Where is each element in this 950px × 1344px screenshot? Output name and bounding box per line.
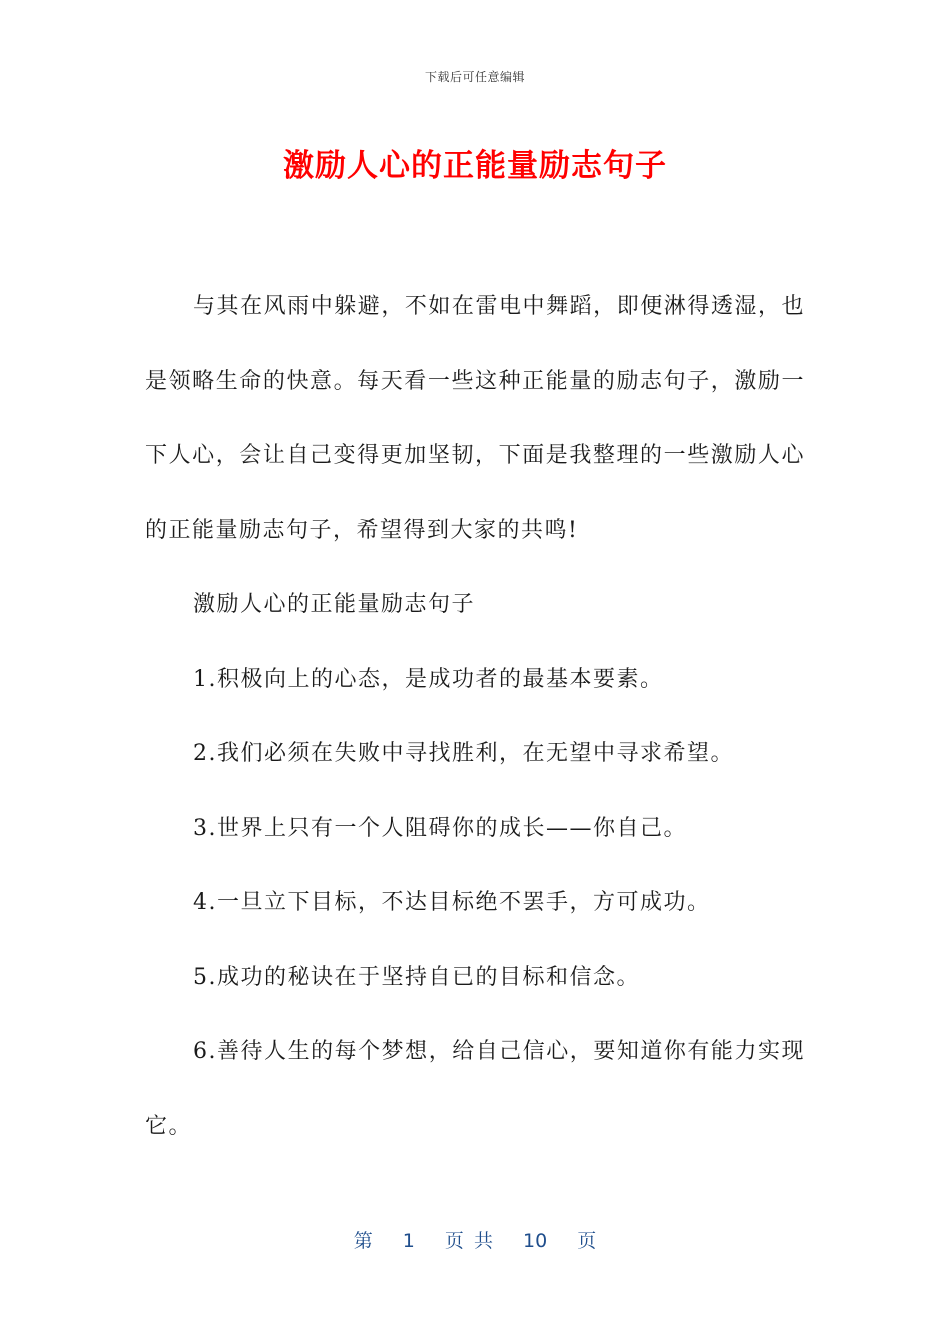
current-page-number: 1	[402, 1230, 415, 1252]
page-footer	[0, 1226, 950, 1253]
list-item: 2.我们必须在失败中寻找胜利，在无望中寻求希望。	[193, 741, 734, 766]
intro-paragraph: 与其在风雨中躲避，不如在雷电中舞蹈，即便淋得透湿，也是领略生命的快意。每天看一些这种正能量的励志句子，激励一下人心，会让自己变得更加坚韧，下面是我整理的一些激励人心的正能量励志句子，希望得到大家的共鸣!	[145, 294, 805, 543]
document-title: 激励人心的正能量励志句子	[283, 148, 667, 184]
list-item: 6.善待人生的每个梦想，给自己信心，要知道你有能力实现它。	[145, 1039, 805, 1139]
footer-middle: 页 共	[444, 1230, 493, 1252]
list-item: 1.积极向上的心态，是成功者的最基本要素。	[193, 666, 664, 692]
document-body	[145, 270, 805, 1164]
header-note: 下载后可任意编辑	[424, 70, 525, 84]
footer-suffix: 页	[577, 1230, 597, 1252]
section-heading: 激励人心的正能量励志句子	[193, 592, 476, 617]
list-item: 5.成功的秘诀在于坚持自已的目标和信念。	[193, 964, 640, 990]
footer-prefix: 第	[353, 1230, 373, 1252]
list-item: 4.一旦立下目标，不达目标绝不罢手，方可成功。	[193, 890, 711, 915]
list-item: 3.世界上只有一个人阻碍你的成长——你自己。	[193, 815, 687, 841]
total-pages-number: 10	[523, 1230, 548, 1252]
